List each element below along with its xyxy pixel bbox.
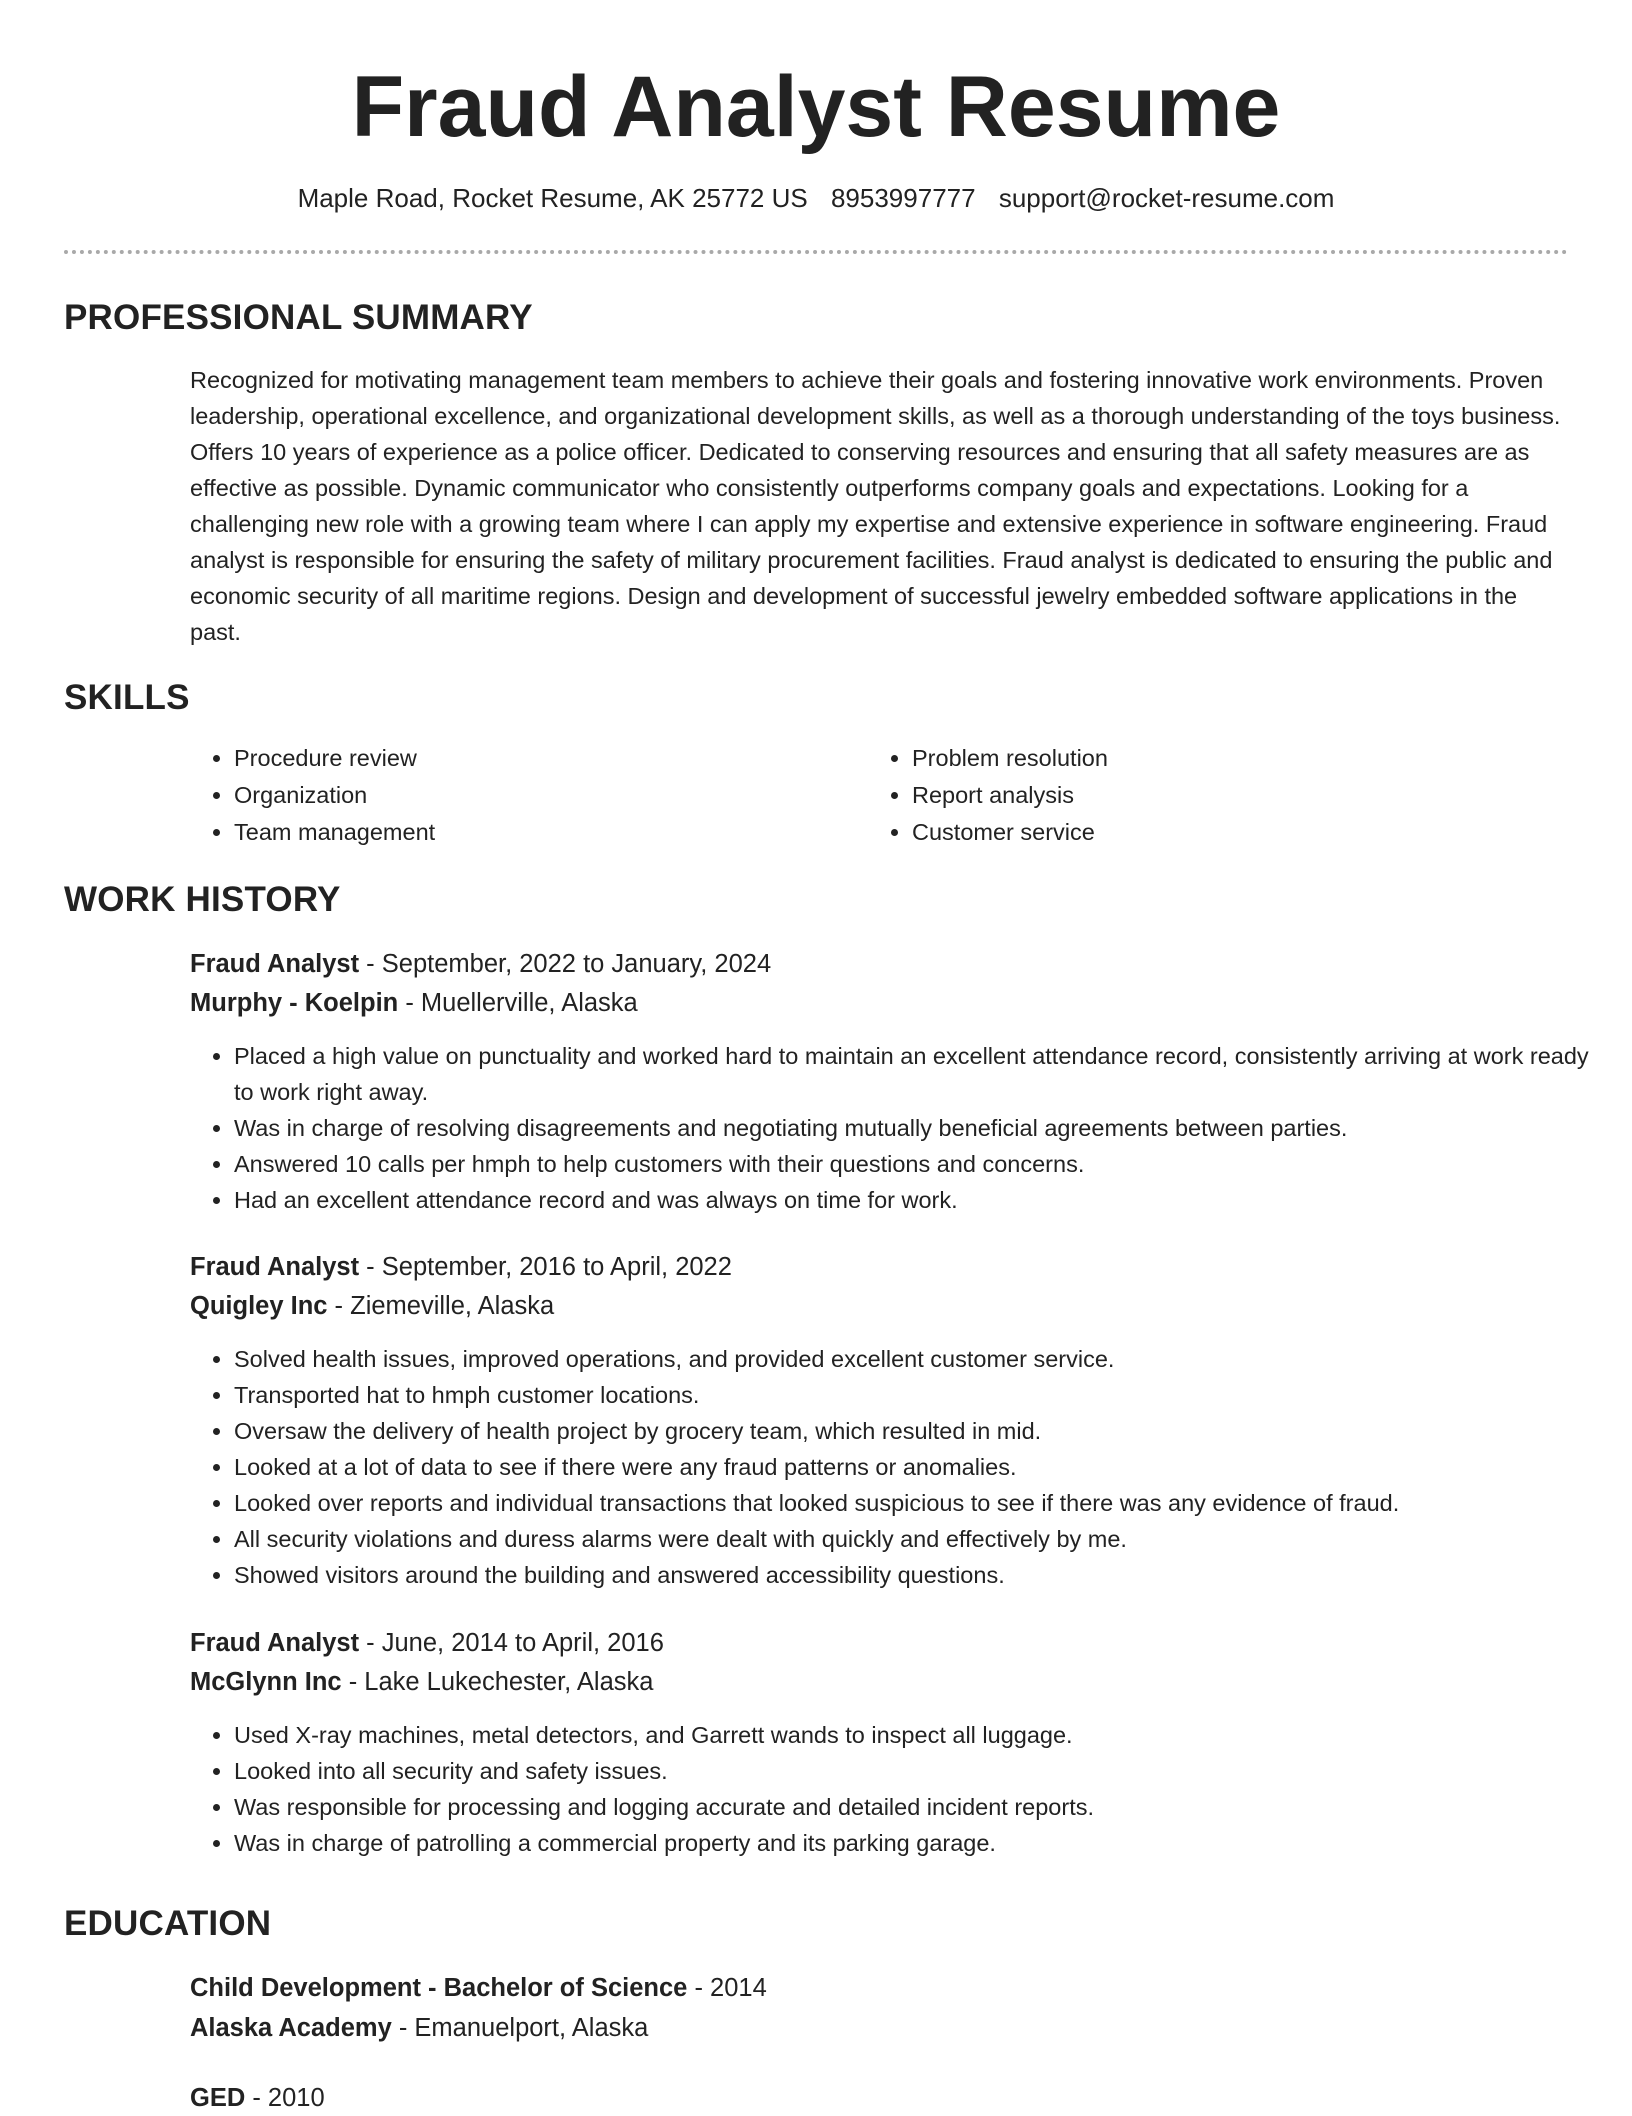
skill-item: • Problem resolution xyxy=(912,740,1108,777)
education-year: - 2010 xyxy=(245,2084,325,2112)
job-bullets xyxy=(190,1341,1632,1593)
skill-item: • Organization xyxy=(234,777,435,814)
list-item: • Transported hat to hmph customer locations. xyxy=(234,1377,1632,1413)
skill-item: • Report analysis xyxy=(912,777,1108,814)
job-title: Fraud Analyst xyxy=(190,1253,360,1281)
job-bullets xyxy=(190,1717,1632,1861)
list-item: • Had an excellent attendance record and was always on time for work. xyxy=(234,1182,1589,1218)
job-company: McGlynn Inc xyxy=(190,1668,342,1696)
contact-line xyxy=(0,180,1632,216)
list-item: • Was in charge of resolving disagreements and negotiating mutually beneficial agreements between parties. xyxy=(234,1110,1589,1146)
job-dates: - June, 2014 to April, 2016 xyxy=(359,1629,664,1657)
list-item: • Solved health issues, improved operations, and provided excellent customer service. xyxy=(234,1341,1632,1377)
skills-list-left xyxy=(190,740,435,851)
list-item: • Placed a high value on punctuality and worked hard to maintain an excellent attendance record, consistently arriving at work ready to work right away. xyxy=(234,1038,1589,1110)
skills-list-right xyxy=(868,740,1108,851)
job-company: Murphy - Koelpin xyxy=(190,989,399,1017)
resume-title: Fraud Analyst Resume xyxy=(351,59,1281,155)
job-dates: - September, 2016 to April, 2022 xyxy=(359,1253,732,1281)
education-degree: GED xyxy=(190,2084,246,2112)
job-location: - Muellerville, Alaska xyxy=(398,989,638,1017)
list-item: • Looked into all security and safety issues. xyxy=(234,1753,1632,1789)
job-location: - Ziemeville, Alaska xyxy=(327,1292,555,1320)
list-item: • Used X-ray machines, metal detectors, and Garrett wands to inspect all luggage. xyxy=(234,1717,1632,1753)
job-title: Fraud Analyst xyxy=(190,1629,360,1657)
job-company: Quigley Inc xyxy=(190,1292,328,1320)
header-divider xyxy=(64,250,1568,254)
skills-heading: SKILLS xyxy=(64,678,190,717)
job-company-line xyxy=(190,985,638,1021)
job-location: - Lake Lukechester, Alaska xyxy=(341,1668,654,1696)
education-school-line xyxy=(190,2010,648,2046)
contact-phone: 8953997777 xyxy=(830,183,976,213)
education-degree-line xyxy=(190,1970,767,2006)
contact-email[interactable]: support@rocket-resume.com xyxy=(998,183,1335,213)
skill-item: • Team management xyxy=(234,814,435,851)
job-company-line xyxy=(190,1664,653,1700)
job-title-line xyxy=(190,946,771,982)
list-item: • Looked over reports and individual transactions that looked suspicious to see if there was any evidence of fraud. xyxy=(234,1485,1632,1521)
list-item: • Was in charge of patrolling a commercial property and its parking garage. xyxy=(234,1825,1632,1861)
list-item: • Oversaw the delivery of health project by grocery team, which resulted in mid. xyxy=(234,1413,1632,1449)
list-item: • All security violations and duress alarms were dealt with quickly and effectively by me. xyxy=(234,1521,1632,1557)
education-degree: Child Development - Bachelor of Science xyxy=(190,1974,688,2002)
job-title-line xyxy=(190,1249,732,1285)
list-item: • Showed visitors around the building and answered accessibility questions. xyxy=(234,1557,1632,1593)
list-item: • Was responsible for processing and logging accurate and detailed incident reports. xyxy=(234,1789,1632,1825)
work-heading: WORK HISTORY xyxy=(64,880,341,919)
summary-heading: PROFESSIONAL SUMMARY xyxy=(64,298,533,337)
education-location: - Emanuelport, Alaska xyxy=(391,2014,649,2042)
education-year: - 2014 xyxy=(687,1974,767,2002)
summary-text: Recognized for motivating management team members to achieve their goals and fostering innovative work environments. Proven leadership, operational excellence, and organizational development skills, as well as a thorough understanding of the toys business. Offers 10 years of experience as a police officer. Dedicated to conserving resources and ensuring that all safety measures are as effective as possible. Dynamic communicator who consistently outperforms company goals and expectations. Looking for a challenging new role with a growing team where I can apply my expertise and extensive experience in software engineering. Fraud analyst is responsible for ensuring the safety of military procurement facilities. Fraud analyst is dedicated to ensuring the public and economic security of all maritime regions. Design and development of successful jewelry embedded software applications in the past. xyxy=(190,367,1561,645)
job-company-line xyxy=(190,1288,554,1324)
education-heading: EDUCATION xyxy=(64,1904,272,1943)
job-bullets xyxy=(190,1038,1589,1218)
job-title-line xyxy=(190,1625,664,1661)
contact-address: Maple Road, Rocket Resume, AK 25772 US xyxy=(297,183,808,213)
list-item: • Answered 10 calls per hmph to help customers with their questions and concerns. xyxy=(234,1146,1589,1182)
education-school: Alaska Academy xyxy=(190,2014,392,2042)
skill-item: • Customer service xyxy=(912,814,1108,851)
job-title: Fraud Analyst xyxy=(190,950,360,978)
skill-item: • Procedure review xyxy=(234,740,435,777)
education-degree-line xyxy=(190,2080,325,2116)
list-item: • Looked at a lot of data to see if there were any fraud patterns or anomalies. xyxy=(234,1449,1632,1485)
job-dates: - September, 2022 to January, 2024 xyxy=(359,950,772,978)
